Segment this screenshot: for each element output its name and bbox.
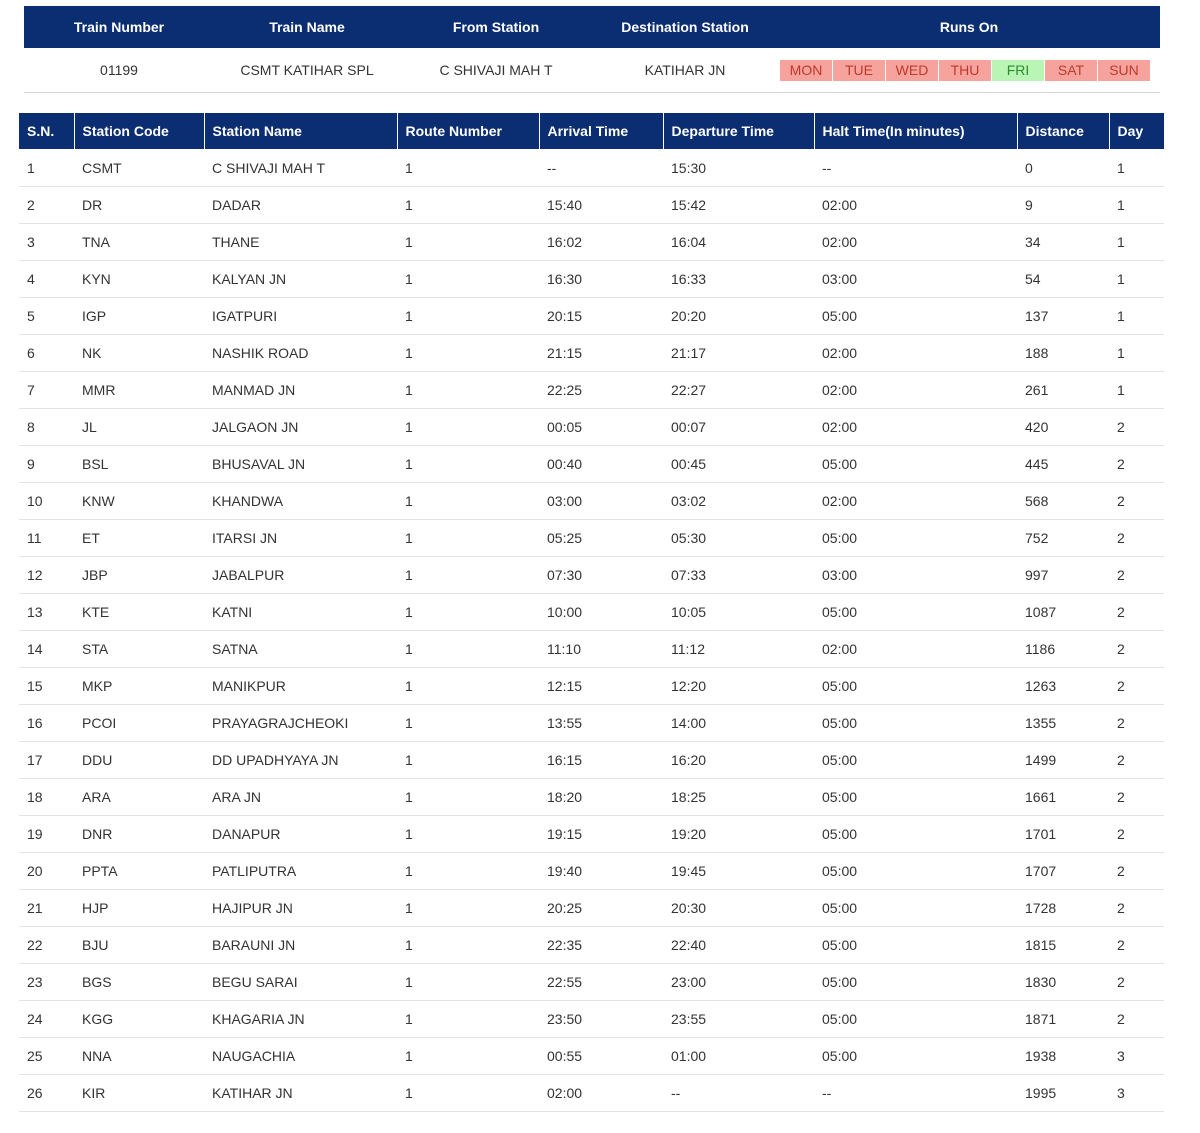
route-number-cell: 1 <box>397 1038 539 1075</box>
arrival-time-cell: 07:30 <box>539 557 663 594</box>
table-row <box>19 890 1164 927</box>
day-cell: 2 <box>1109 594 1164 631</box>
route-number-cell: 1 <box>397 483 539 520</box>
table-row <box>19 335 1164 372</box>
station-code-cell: MKP <box>74 668 204 705</box>
route-number-cell: 1 <box>397 149 539 187</box>
arrival-time-cell: 10:00 <box>539 594 663 631</box>
arrival-time-cell: 00:40 <box>539 446 663 483</box>
table-row <box>19 1075 1164 1112</box>
table-row <box>19 187 1164 224</box>
sn-cell: 20 <box>19 853 74 890</box>
route-number-cell: 1 <box>397 261 539 298</box>
station-name-cell: KALYAN JN <box>204 261 397 298</box>
halt-time-cell: 05:00 <box>814 594 1017 631</box>
day-badge-thu: THU <box>939 60 991 81</box>
station-name-cell: C SHIVAJI MAH T <box>204 149 397 187</box>
station-name-cell: HAJIPUR JN <box>204 890 397 927</box>
station-code-header: Station Code <box>74 113 204 149</box>
station-code-cell: DR <box>74 187 204 224</box>
station-name-cell: MANMAD JN <box>204 372 397 409</box>
departure-time-cell: 22:27 <box>663 372 814 409</box>
day-cell: 2 <box>1109 964 1164 1001</box>
day-cell: 1 <box>1109 372 1164 409</box>
table-row <box>19 1038 1164 1075</box>
route-number-header: Route Number <box>397 113 539 149</box>
departure-time-cell: 00:45 <box>663 446 814 483</box>
station-code-cell: ET <box>74 520 204 557</box>
halt-time-cell: 05:00 <box>814 668 1017 705</box>
departure-time-cell: 12:20 <box>663 668 814 705</box>
arrival-time-cell: 00:55 <box>539 1038 663 1075</box>
schedule-table <box>19 113 1164 1112</box>
table-row <box>19 927 1164 964</box>
table-row <box>19 372 1164 409</box>
station-code-cell: NNA <box>74 1038 204 1075</box>
arrival-time-cell: 03:00 <box>539 483 663 520</box>
day-cell: 1 <box>1109 335 1164 372</box>
distance-cell: 1707 <box>1017 853 1109 890</box>
day-cell: 2 <box>1109 557 1164 594</box>
route-number-cell: 1 <box>397 372 539 409</box>
distance-cell: 1087 <box>1017 594 1109 631</box>
departure-time-cell: 01:00 <box>663 1038 814 1075</box>
sn-cell: 8 <box>19 409 74 446</box>
departure-time-cell: 15:42 <box>663 187 814 224</box>
departure-time-cell: 03:02 <box>663 483 814 520</box>
route-number-cell: 1 <box>397 890 539 927</box>
schedule-header-row <box>19 113 1164 149</box>
table-row <box>19 261 1164 298</box>
train-name-header: Train Name <box>214 6 400 48</box>
halt-time-cell: 05:00 <box>814 927 1017 964</box>
halt-time-cell: 02:00 <box>814 187 1017 224</box>
distance-cell: 420 <box>1017 409 1109 446</box>
table-row <box>19 520 1164 557</box>
destination-station-header: Destination Station <box>592 6 778 48</box>
station-code-cell: DDU <box>74 742 204 779</box>
day-cell: 2 <box>1109 1001 1164 1038</box>
train-info-row <box>24 48 1160 93</box>
route-number-cell: 1 <box>397 705 539 742</box>
runs-on-cell <box>778 48 1160 93</box>
arrival-time-cell: 19:40 <box>539 853 663 890</box>
distance-cell: 1938 <box>1017 1038 1109 1075</box>
from-station: C SHIVAJI MAH T <box>400 48 592 93</box>
day-cell: 1 <box>1109 149 1164 187</box>
sn-cell: 19 <box>19 816 74 853</box>
table-row <box>19 705 1164 742</box>
train-number: 01199 <box>24 48 214 93</box>
departure-time-cell: 23:55 <box>663 1001 814 1038</box>
table-row <box>19 557 1164 594</box>
route-number-cell: 1 <box>397 224 539 261</box>
distance-cell: 568 <box>1017 483 1109 520</box>
route-number-cell: 1 <box>397 779 539 816</box>
arrival-time-cell: 12:15 <box>539 668 663 705</box>
route-number-cell: 1 <box>397 594 539 631</box>
station-name-cell: NAUGACHIA <box>204 1038 397 1075</box>
table-row <box>19 483 1164 520</box>
distance-cell: 1995 <box>1017 1075 1109 1112</box>
arrival-time-cell: 23:50 <box>539 1001 663 1038</box>
halt-time-cell: 03:00 <box>814 557 1017 594</box>
table-row <box>19 409 1164 446</box>
halt-time-cell: 05:00 <box>814 816 1017 853</box>
station-code-cell: MMR <box>74 372 204 409</box>
station-name-cell: KATIHAR JN <box>204 1075 397 1112</box>
sn-cell: 12 <box>19 557 74 594</box>
route-number-cell: 1 <box>397 964 539 1001</box>
day-cell: 2 <box>1109 631 1164 668</box>
arrival-time-cell: 05:25 <box>539 520 663 557</box>
station-name-cell: KATNI <box>204 594 397 631</box>
train-info-table <box>24 6 1160 93</box>
day-badge-sat: SAT <box>1045 60 1097 81</box>
arrival-time-cell: 20:25 <box>539 890 663 927</box>
table-row <box>19 446 1164 483</box>
station-name-cell: DADAR <box>204 187 397 224</box>
station-code-cell: TNA <box>74 224 204 261</box>
arrival-time-cell: 02:00 <box>539 1075 663 1112</box>
day-cell: 1 <box>1109 261 1164 298</box>
departure-time-cell: 05:30 <box>663 520 814 557</box>
departure-time-cell: 07:33 <box>663 557 814 594</box>
station-name-cell: DD UPADHYAYA JN <box>204 742 397 779</box>
halt-time-cell: 05:00 <box>814 1001 1017 1038</box>
route-number-cell: 1 <box>397 816 539 853</box>
departure-time-cell: 20:20 <box>663 298 814 335</box>
route-number-cell: 1 <box>397 187 539 224</box>
day-cell: 1 <box>1109 224 1164 261</box>
table-row <box>19 779 1164 816</box>
route-number-cell: 1 <box>397 631 539 668</box>
day-cell: 3 <box>1109 1038 1164 1075</box>
arrival-time-cell: 16:30 <box>539 261 663 298</box>
table-row <box>19 631 1164 668</box>
day-cell: 2 <box>1109 742 1164 779</box>
day-cell: 2 <box>1109 779 1164 816</box>
halt-time-cell: 05:00 <box>814 890 1017 927</box>
departure-time-cell: 19:20 <box>663 816 814 853</box>
route-number-cell: 1 <box>397 742 539 779</box>
distance-cell: 1355 <box>1017 705 1109 742</box>
distance-cell: 752 <box>1017 520 1109 557</box>
arrival-time-header: Arrival Time <box>539 113 663 149</box>
sn-header: S.N. <box>19 113 74 149</box>
day-cell: 2 <box>1109 853 1164 890</box>
day-cell: 2 <box>1109 483 1164 520</box>
departure-time-cell: 11:12 <box>663 631 814 668</box>
day-cell: 2 <box>1109 446 1164 483</box>
station-code-cell: KTE <box>74 594 204 631</box>
sn-cell: 4 <box>19 261 74 298</box>
day-cell: 2 <box>1109 705 1164 742</box>
station-name-cell: ARA JN <box>204 779 397 816</box>
station-name-cell: PATLIPUTRA <box>204 853 397 890</box>
sn-cell: 10 <box>19 483 74 520</box>
day-cell: 3 <box>1109 1075 1164 1112</box>
sn-cell: 18 <box>19 779 74 816</box>
sn-cell: 17 <box>19 742 74 779</box>
station-code-cell: JBP <box>74 557 204 594</box>
train-name: CSMT KATIHAR SPL <box>214 48 400 93</box>
table-row <box>19 853 1164 890</box>
departure-time-cell: -- <box>663 1075 814 1112</box>
halt-time-cell: 05:00 <box>814 964 1017 1001</box>
station-name-cell: DANAPUR <box>204 816 397 853</box>
departure-time-cell: 10:05 <box>663 594 814 631</box>
distance-cell: 1728 <box>1017 890 1109 927</box>
distance-cell: 188 <box>1017 335 1109 372</box>
station-code-cell: BGS <box>74 964 204 1001</box>
arrival-time-cell: 13:55 <box>539 705 663 742</box>
station-code-cell: HJP <box>74 890 204 927</box>
departure-time-cell: 14:00 <box>663 705 814 742</box>
sn-cell: 14 <box>19 631 74 668</box>
halt-time-cell: 05:00 <box>814 742 1017 779</box>
distance-cell: 137 <box>1017 298 1109 335</box>
distance-cell: 445 <box>1017 446 1109 483</box>
sn-cell: 2 <box>19 187 74 224</box>
table-row <box>19 1001 1164 1038</box>
halt-time-cell: 05:00 <box>814 446 1017 483</box>
arrival-time-cell: 22:25 <box>539 372 663 409</box>
day-cell: 2 <box>1109 927 1164 964</box>
halt-time-cell: 05:00 <box>814 853 1017 890</box>
day-cell: 2 <box>1109 890 1164 927</box>
day-cell: 1 <box>1109 298 1164 335</box>
departure-time-cell: 20:30 <box>663 890 814 927</box>
station-code-cell: KYN <box>74 261 204 298</box>
distance-cell: 9 <box>1017 187 1109 224</box>
route-number-cell: 1 <box>397 668 539 705</box>
sn-cell: 6 <box>19 335 74 372</box>
route-number-cell: 1 <box>397 853 539 890</box>
table-row <box>19 964 1164 1001</box>
day-badge-sun: SUN <box>1098 60 1150 81</box>
distance-cell: 1701 <box>1017 816 1109 853</box>
distance-cell: 1830 <box>1017 964 1109 1001</box>
station-code-cell: KIR <box>74 1075 204 1112</box>
distance-cell: 1661 <box>1017 779 1109 816</box>
arrival-time-cell: 00:05 <box>539 409 663 446</box>
station-name-cell: NASHIK ROAD <box>204 335 397 372</box>
station-name-cell: JALGAON JN <box>204 409 397 446</box>
departure-time-cell: 19:45 <box>663 853 814 890</box>
departure-time-cell: 22:40 <box>663 927 814 964</box>
departure-time-cell: 00:07 <box>663 409 814 446</box>
table-row <box>19 668 1164 705</box>
halt-time-cell: 02:00 <box>814 483 1017 520</box>
departure-time-cell: 16:33 <box>663 261 814 298</box>
halt-time-cell: 02:00 <box>814 409 1017 446</box>
table-row <box>19 224 1164 261</box>
distance-cell: 1871 <box>1017 1001 1109 1038</box>
arrival-time-cell: 16:02 <box>539 224 663 261</box>
halt-time-cell: 02:00 <box>814 335 1017 372</box>
sn-cell: 15 <box>19 668 74 705</box>
station-name-cell: BARAUNI JN <box>204 927 397 964</box>
sn-cell: 9 <box>19 446 74 483</box>
route-number-cell: 1 <box>397 520 539 557</box>
table-row <box>19 149 1164 187</box>
destination-station: KATIHAR JN <box>592 48 778 93</box>
sn-cell: 16 <box>19 705 74 742</box>
distance-cell: 54 <box>1017 261 1109 298</box>
station-name-cell: BHUSAVAL JN <box>204 446 397 483</box>
sn-cell: 3 <box>19 224 74 261</box>
sn-cell: 21 <box>19 890 74 927</box>
station-code-cell: KNW <box>74 483 204 520</box>
route-number-cell: 1 <box>397 1001 539 1038</box>
station-name-cell: PRAYAGRAJCHEOKI <box>204 705 397 742</box>
arrival-time-cell: 18:20 <box>539 779 663 816</box>
departure-time-cell: 23:00 <box>663 964 814 1001</box>
station-code-cell: PCOI <box>74 705 204 742</box>
route-number-cell: 1 <box>397 446 539 483</box>
station-code-cell: STA <box>74 631 204 668</box>
station-code-cell: PPTA <box>74 853 204 890</box>
route-number-cell: 1 <box>397 298 539 335</box>
departure-time-cell: 15:30 <box>663 149 814 187</box>
arrival-time-cell: 19:15 <box>539 816 663 853</box>
distance-cell: 34 <box>1017 224 1109 261</box>
sn-cell: 26 <box>19 1075 74 1112</box>
schedule-body <box>19 149 1164 1112</box>
distance-header: Distance <box>1017 113 1109 149</box>
table-row <box>19 816 1164 853</box>
halt-time-cell: -- <box>814 1075 1017 1112</box>
day-header: Day <box>1109 113 1164 149</box>
day-badge-mon: MON <box>780 60 832 81</box>
station-name-cell: KHANDWA <box>204 483 397 520</box>
distance-cell: 1186 <box>1017 631 1109 668</box>
arrival-time-cell: 22:35 <box>539 927 663 964</box>
halt-time-cell: 05:00 <box>814 520 1017 557</box>
departure-time-cell: 16:20 <box>663 742 814 779</box>
station-name-cell: KHAGARIA JN <box>204 1001 397 1038</box>
distance-cell: 0 <box>1017 149 1109 187</box>
arrival-time-cell: 16:15 <box>539 742 663 779</box>
arrival-time-cell: 20:15 <box>539 298 663 335</box>
day-badge-wed: WED <box>886 60 938 81</box>
table-row <box>19 594 1164 631</box>
halt-time-cell: 05:00 <box>814 1038 1017 1075</box>
halt-time-header: Halt Time(In minutes) <box>814 113 1017 149</box>
distance-cell: 1815 <box>1017 927 1109 964</box>
runs-on-header: Runs On <box>778 6 1160 48</box>
table-row <box>19 742 1164 779</box>
sn-cell: 5 <box>19 298 74 335</box>
halt-time-cell: 03:00 <box>814 261 1017 298</box>
halt-time-cell: 02:00 <box>814 631 1017 668</box>
train-info-header-row <box>24 6 1160 48</box>
halt-time-cell: 05:00 <box>814 298 1017 335</box>
station-name-cell: THANE <box>204 224 397 261</box>
arrival-time-cell: 22:55 <box>539 964 663 1001</box>
route-number-cell: 1 <box>397 557 539 594</box>
sn-cell: 23 <box>19 964 74 1001</box>
sn-cell: 1 <box>19 149 74 187</box>
halt-time-cell: 05:00 <box>814 705 1017 742</box>
station-code-cell: JL <box>74 409 204 446</box>
station-name-cell: SATNA <box>204 631 397 668</box>
runs-on-days <box>778 60 1160 81</box>
sn-cell: 22 <box>19 927 74 964</box>
station-code-cell: KGG <box>74 1001 204 1038</box>
station-name-cell: ITARSI JN <box>204 520 397 557</box>
sn-cell: 7 <box>19 372 74 409</box>
sn-cell: 25 <box>19 1038 74 1075</box>
route-number-cell: 1 <box>397 409 539 446</box>
halt-time-cell: 02:00 <box>814 224 1017 261</box>
distance-cell: 1263 <box>1017 668 1109 705</box>
station-code-cell: BSL <box>74 446 204 483</box>
station-name-cell: BEGU SARAI <box>204 964 397 1001</box>
day-badge-tue: TUE <box>833 60 885 81</box>
departure-time-cell: 16:04 <box>663 224 814 261</box>
table-row <box>19 298 1164 335</box>
halt-time-cell: -- <box>814 149 1017 187</box>
station-name-cell: JABALPUR <box>204 557 397 594</box>
distance-cell: 261 <box>1017 372 1109 409</box>
station-code-cell: IGP <box>74 298 204 335</box>
halt-time-cell: 02:00 <box>814 372 1017 409</box>
station-name-cell: MANIKPUR <box>204 668 397 705</box>
arrival-time-cell: 11:10 <box>539 631 663 668</box>
route-number-cell: 1 <box>397 927 539 964</box>
departure-time-cell: 18:25 <box>663 779 814 816</box>
distance-cell: 1499 <box>1017 742 1109 779</box>
station-code-cell: NK <box>74 335 204 372</box>
day-badge-fri: FRI <box>992 60 1044 81</box>
departure-time-header: Departure Time <box>663 113 814 149</box>
sn-cell: 24 <box>19 1001 74 1038</box>
day-cell: 2 <box>1109 668 1164 705</box>
route-number-cell: 1 <box>397 335 539 372</box>
arrival-time-cell: -- <box>539 149 663 187</box>
station-code-cell: DNR <box>74 816 204 853</box>
station-name-cell: IGATPURI <box>204 298 397 335</box>
day-cell: 2 <box>1109 409 1164 446</box>
day-cell: 2 <box>1109 816 1164 853</box>
from-station-header: From Station <box>400 6 592 48</box>
sn-cell: 11 <box>19 520 74 557</box>
station-code-cell: CSMT <box>74 149 204 187</box>
arrival-time-cell: 21:15 <box>539 335 663 372</box>
station-code-cell: ARA <box>74 779 204 816</box>
halt-time-cell: 05:00 <box>814 779 1017 816</box>
route-number-cell: 1 <box>397 1075 539 1112</box>
station-name-header: Station Name <box>204 113 397 149</box>
day-cell: 2 <box>1109 520 1164 557</box>
departure-time-cell: 21:17 <box>663 335 814 372</box>
station-code-cell: BJU <box>74 927 204 964</box>
arrival-time-cell: 15:40 <box>539 187 663 224</box>
sn-cell: 13 <box>19 594 74 631</box>
train-number-header: Train Number <box>24 6 214 48</box>
day-cell: 1 <box>1109 187 1164 224</box>
distance-cell: 997 <box>1017 557 1109 594</box>
